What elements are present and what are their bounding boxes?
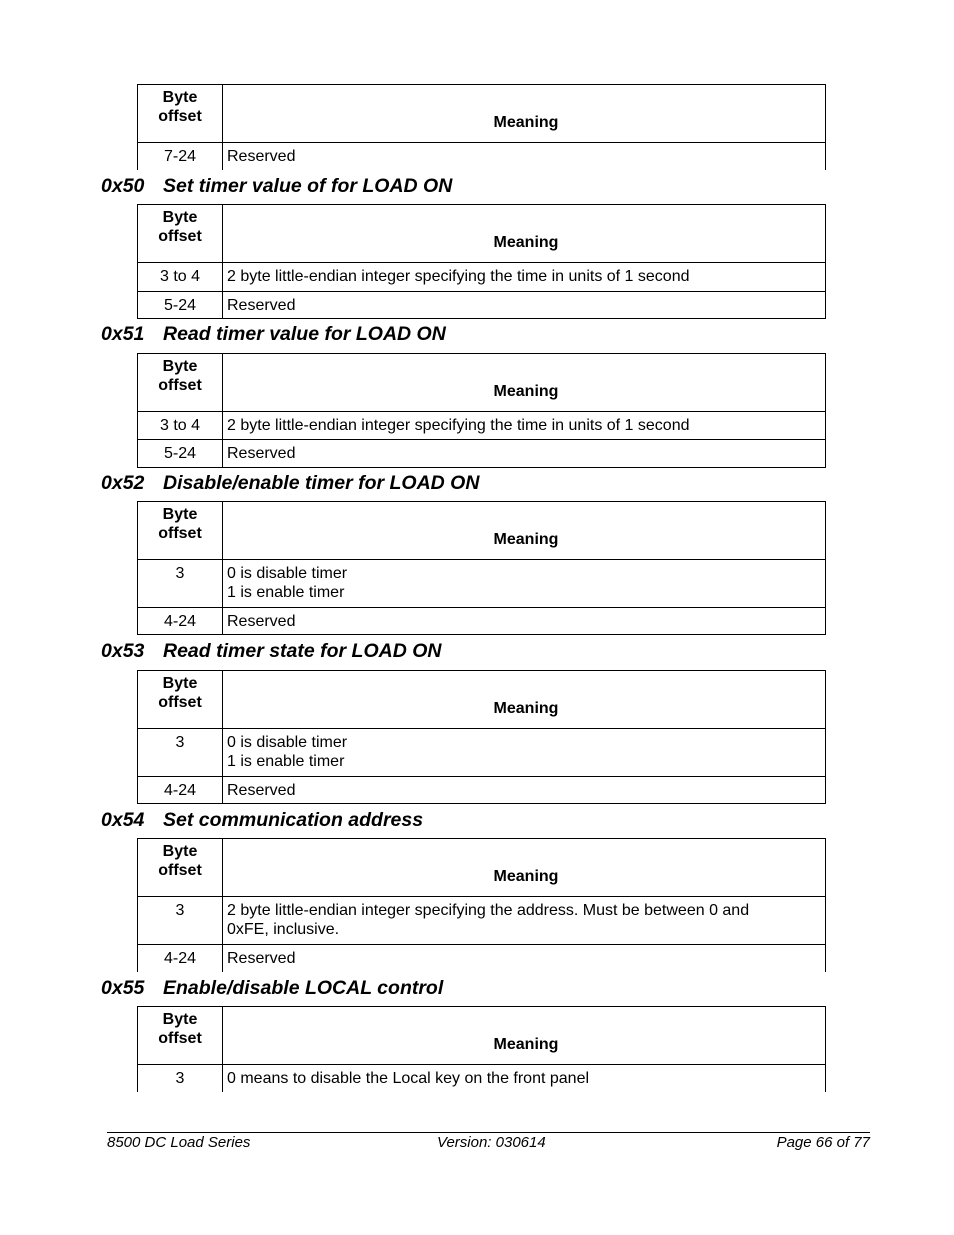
offset-label: offset	[158, 228, 202, 245]
command-code: 0x55	[101, 977, 145, 999]
meaning-label: Meaning	[223, 85, 826, 142]
footer-product: 8500 DC Load Series	[107, 1134, 251, 1151]
page-footer	[107, 1132, 870, 1155]
command-table	[137, 670, 826, 804]
meaning-label: Meaning	[223, 1007, 826, 1064]
command-title: Set timer value of for LOAD ON	[163, 175, 453, 197]
byte-label: Byte	[162, 506, 198, 523]
table-row	[137, 944, 826, 972]
meaning-cell: 0 is disable timer 1 is enable timer	[223, 560, 826, 607]
table-header-row	[137, 501, 826, 559]
command-code: 0x54	[101, 809, 145, 831]
byte-label: Byte	[162, 89, 198, 106]
table-row	[137, 291, 826, 318]
offset-cell: 7-24	[137, 143, 223, 170]
command-title: Disable/enable timer for LOAD ON	[163, 472, 480, 494]
offset-cell: 4-24	[137, 777, 223, 803]
offset-label: offset	[158, 108, 202, 125]
meaning-cell: 2 byte little-endian integer specifying the time in units of 1 second	[223, 412, 826, 439]
table-row	[137, 896, 826, 944]
table-header-row	[137, 670, 826, 728]
offset-label: offset	[158, 525, 202, 542]
offset-cell: 4-24	[137, 945, 223, 972]
command-title: Enable/disable LOCAL control	[163, 977, 444, 999]
byte-label: Byte	[162, 1011, 198, 1028]
command-table	[137, 353, 826, 468]
command-title: Read timer value for LOAD ON	[163, 323, 446, 345]
meaning-label: Meaning	[223, 354, 826, 411]
command-title: Set communication address	[163, 809, 424, 831]
meaning-cell: Reserved	[223, 440, 826, 467]
command-code: 0x52	[101, 472, 145, 494]
command-table	[137, 838, 826, 972]
offset-cell: 5-24	[137, 440, 223, 467]
byte-label: Byte	[162, 675, 198, 692]
meaning-cell: Reserved	[223, 945, 826, 972]
table-row	[137, 262, 826, 291]
offset-cell: 4-24	[137, 608, 223, 634]
table-header-row	[137, 838, 826, 896]
meaning-cell: Reserved	[223, 292, 826, 318]
offset-cell: 3 to 4	[137, 263, 223, 291]
section-heading	[101, 472, 479, 495]
table-header-row	[137, 204, 826, 262]
meaning-label: Meaning	[223, 205, 826, 262]
meaning-cell: 2 byte little-endian integer specifying the time in units of 1 second	[223, 263, 826, 291]
offset-cell: 3	[137, 560, 223, 607]
command-title: Read timer state for LOAD ON	[163, 640, 442, 662]
offset-cell: 3	[137, 897, 223, 944]
table-row	[137, 411, 826, 439]
meaning-cell: 0 means to disable the Local key on the front panel	[223, 1065, 826, 1092]
offset-label: offset	[158, 862, 202, 879]
section-heading	[101, 977, 443, 1000]
table-continued	[137, 84, 826, 170]
offset-label: offset	[158, 1030, 202, 1047]
table-header-row	[137, 1006, 826, 1064]
command-code: 0x51	[101, 323, 145, 345]
meaning-label: Meaning	[223, 502, 826, 559]
command-table	[137, 1006, 826, 1092]
meaning-cell: Reserved	[223, 608, 826, 634]
offset-cell: 3	[137, 1065, 223, 1092]
offset-cell: 5-24	[137, 292, 223, 318]
section-heading	[101, 809, 423, 832]
table-row	[137, 728, 826, 776]
footer-version: Version: 030614	[437, 1134, 546, 1151]
command-code: 0x53	[101, 640, 145, 662]
table-row	[137, 439, 826, 467]
table-row	[137, 1064, 826, 1092]
footer-page-number: Page 66 of 77	[776, 1134, 870, 1151]
command-code: 0x50	[101, 175, 145, 197]
meaning-cell: Reserved	[223, 777, 826, 803]
offset-label: offset	[158, 694, 202, 711]
offset-cell: 3	[137, 729, 223, 776]
table-row	[137, 776, 826, 803]
meaning-cell: 2 byte little-endian integer specifying the address. Must be between 0 and 0xFE, inclusive.	[223, 897, 826, 944]
meaning-cell: Reserved	[223, 143, 826, 170]
section-heading	[101, 640, 441, 663]
section-heading	[101, 175, 452, 198]
table-row	[137, 142, 826, 170]
command-table	[137, 204, 826, 319]
table-header-row	[137, 84, 826, 142]
offset-label: offset	[158, 377, 202, 394]
offset-cell: 3 to 4	[137, 412, 223, 439]
byte-label: Byte	[162, 209, 198, 226]
meaning-label: Meaning	[223, 839, 826, 896]
byte-label: Byte	[162, 843, 198, 860]
table-row	[137, 559, 826, 607]
command-table	[137, 501, 826, 635]
section-heading	[101, 323, 446, 346]
meaning-cell: 0 is disable timer 1 is enable timer	[223, 729, 826, 776]
meaning-label: Meaning	[223, 671, 826, 728]
table-header-row	[137, 353, 826, 411]
byte-label: Byte	[162, 358, 198, 375]
table-row	[137, 607, 826, 634]
